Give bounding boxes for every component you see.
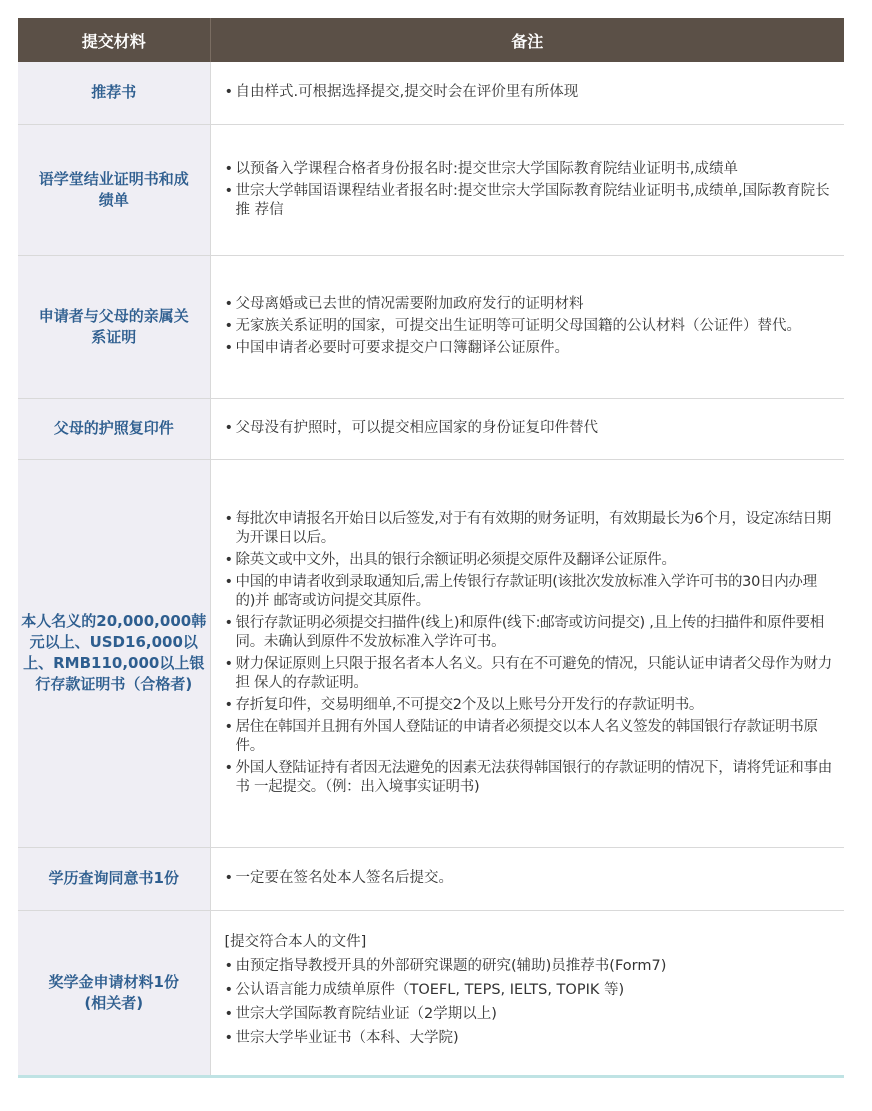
row-notes (210, 847, 844, 910)
table-row (18, 847, 844, 910)
table-bottom-border (18, 1075, 844, 1078)
note-item: • 除英文或中文外，出具的银行余额证明必须提交原件及翻译公证原件。 (225, 551, 833, 570)
note-item: • 外国人登陆证持有者因无法避免的因素无法获得韩国银行的存款证明的情况下，请将凭证和事由书 一起提交。（例：出入境事实证明书) (225, 759, 833, 797)
note-item: • 以预备入学课程合格者身份报名时:提交世宗大学国际教育院结业证明书,成绩单 (225, 160, 833, 179)
row-notes (210, 255, 844, 398)
row-notes (210, 62, 844, 124)
header-materials: 提交材料 (18, 18, 210, 62)
note-item: • 中国申请者必要时可要求提交户口簿翻译公证原件。 (225, 339, 833, 358)
table-header-row (18, 18, 844, 62)
row-notes (210, 124, 844, 255)
table-row (18, 910, 844, 1075)
note-item: • 世宗大学毕业证书（本科、大学院) (225, 1029, 833, 1048)
row-label: 申请者与父母的亲属关系证明 (18, 255, 210, 398)
header-remarks: 备注 (210, 18, 844, 62)
document-table-container (18, 18, 844, 1078)
note-item: • 世宗大学国际教育院结业证（2学期以上) (225, 1005, 833, 1024)
note-item: • 中国的申请者收到录取通知后,需上传银行存款证明(该批次发放标准入学许可书的30日内办理的)并 邮寄或访问提交其原件。 (225, 573, 833, 611)
materials-table (18, 18, 844, 1075)
row-label: 推荐书 (18, 62, 210, 124)
table-row (18, 255, 844, 398)
row-notes (210, 398, 844, 459)
note-item: • 自由样式.可根据选择提交,提交时会在评价里有所体现 (225, 83, 833, 102)
note-item: • 由预定指导教授开具的外部研究课题的研究(辅助)员推荐书(Form7) (225, 957, 833, 976)
note-item: • 一定要在签名处本人签名后提交。 (225, 869, 833, 888)
note-item: • 银行存款证明必须提交扫描件(线上)和原件(线下:邮寄或访问提交) ,且上传的扫描件和原件要相 同。未确认到原件不发放标准入学许可书。 (225, 614, 833, 652)
table-row (18, 62, 844, 124)
note-item: • 父母离婚或已去世的情况需要附加政府发行的证明材料 (225, 295, 833, 314)
note-item: • 存折复印件，交易明细单,不可提交2个及以上账号分开发行的存款证明书。 (225, 696, 833, 715)
row-label: 奖学金申请材料1份 (相关者) (18, 910, 210, 1075)
row-notes (210, 910, 844, 1075)
row-label: 父母的护照复印件 (18, 398, 210, 459)
row-label: 语学堂结业证明书和成绩单 (18, 124, 210, 255)
table-row (18, 124, 844, 255)
table-row (18, 459, 844, 847)
note-item: • 居住在韩国并且拥有外国人登陆证的申请者必须提交以本人名义签发的韩国银行存款证明书原件。 (225, 718, 833, 756)
note-item: • 财力保证原则上只限于报名者本人名义。只有在不可避免的情况，只能认证申请者父母作为财力担 保人的存款证明。 (225, 655, 833, 693)
table-row (18, 398, 844, 459)
row-label: 学历查询同意书1份 (18, 847, 210, 910)
note-item: • 每批次申请报名开始日以后签发,对于有有效期的财务证明，有效期最长为6个月，设定冻结日期 为开课日以后。 (225, 510, 833, 548)
note-item: • 世宗大学韩国语课程结业者报名时:提交世宗大学国际教育院结业证明书,成绩单,国际教育院长推 荐信 (225, 182, 833, 220)
note-item: • 无家族关系证明的国家，可提交出生证明等可证明父母国籍的公认材料（公证件）替代。 (225, 317, 833, 336)
notes-heading: [提交符合本人的文件] (224, 933, 367, 950)
note-item: • 父母没有护照时，可以提交相应国家的身份证复印件替代 (225, 419, 833, 438)
note-item: • 公认语言能力成绩单原件（TOEFL, TEPS, IELTS, TOPIK 等) (225, 981, 833, 1000)
row-label: 本人名义的20,000,000韩元以上、USD16,000以上、RMB110,000以上银行存款证明书（合格者) (18, 459, 210, 847)
row-notes (210, 459, 844, 847)
